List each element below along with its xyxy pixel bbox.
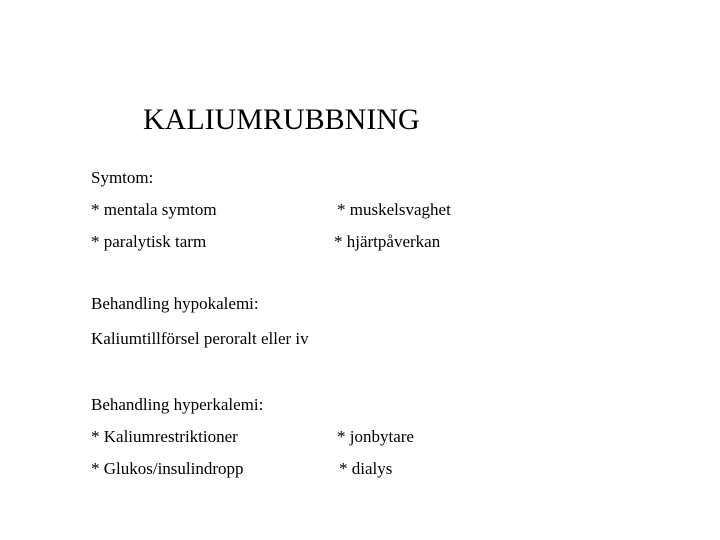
symptom-item-mental: * mentala symtom [91, 200, 217, 219]
slide-title: KALIUMRUBBNING [143, 103, 420, 136]
symptom-item-muscle: * muskelsvaghet [337, 200, 451, 219]
hyperkalemia-item-exchange: * jonbytare [337, 427, 414, 446]
hyperkalemia-item-dialysis: * dialys [339, 459, 393, 478]
hyperkalemia-heading: Behandling hyperkalemi: [91, 395, 264, 414]
symptoms-heading: Symtom: [91, 168, 154, 187]
symptom-item-bowel: * paralytisk tarm [91, 232, 207, 251]
hyperkalemia-item-restriction: * Kaliumrestriktioner [91, 427, 238, 446]
hypokalemia-heading: Behandling hypokalemi: [91, 294, 259, 313]
symptom-item-heart: * hjärtpåverkan [334, 232, 441, 251]
hyperkalemia-item-glucose: * Glukos/insulindropp [91, 459, 244, 478]
hypokalemia-text: Kaliumtillförsel peroralt eller iv [91, 329, 309, 348]
